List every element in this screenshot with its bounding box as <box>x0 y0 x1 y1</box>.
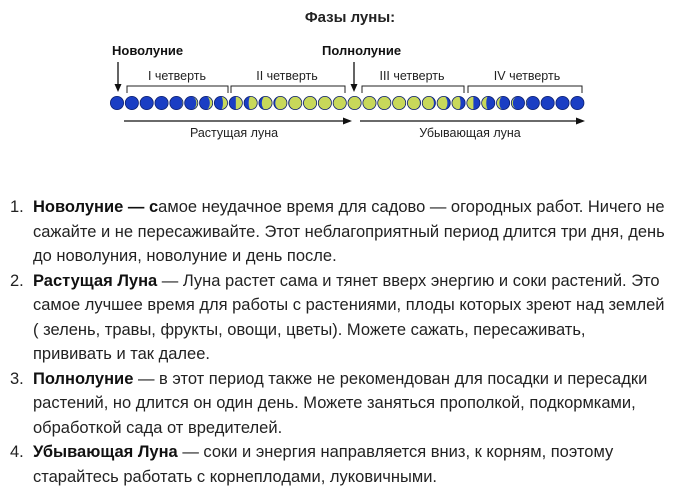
moon-phase-icon <box>229 96 242 109</box>
moon-phase-icon <box>437 96 450 109</box>
moon-phase-icon <box>274 96 287 109</box>
new-moon-label: Новолуние <box>112 43 184 58</box>
moon-phase-icon <box>497 96 510 109</box>
quarter-1-label: I четверть <box>147 69 207 83</box>
item-number: 4. <box>10 443 24 461</box>
quarter-4-bracket <box>468 86 582 93</box>
moon-phase-icon <box>185 96 198 109</box>
item-term: Растущая Луна <box>33 271 158 290</box>
moon-phase-icon <box>511 96 524 109</box>
item-text: амое неудачное время для садово — огородных работ. Ничего не сажайте и не пересаживайте. Этот неблагоприятный период длится три дня, день до новолуния, новолуние и день после. <box>33 198 665 265</box>
quarter-3-label: III четверть <box>379 69 445 83</box>
item-number: 2. <box>10 271 24 290</box>
item-term: Убывающая Луна <box>33 443 178 461</box>
moon-phase-icon <box>155 96 168 109</box>
moon-phase-icon <box>214 96 227 109</box>
full-moon-arrow <box>351 62 358 92</box>
quarter-1-bracket <box>127 86 228 93</box>
list-item-new-moon <box>0 195 668 269</box>
item-text: — в этот период также не рекомендован для посадки и пересадки растений, но длится он один день. Можете заняться прополкой, подкормками, обработкой сада от вредителей. <box>33 369 648 437</box>
moon-phase-icon <box>482 96 495 109</box>
phase-description-list <box>0 195 668 489</box>
moon-phase-icon <box>378 96 391 109</box>
moon-phase-icon <box>422 96 435 109</box>
item-number: 3. <box>10 369 24 388</box>
list-item-waning-moon <box>0 440 668 489</box>
full-moon-label: Полнолуние <box>322 43 402 58</box>
moon-phase-icon <box>303 96 316 109</box>
moon-phase-icon <box>244 96 257 109</box>
moon-phase-icon <box>452 96 465 109</box>
waning-label: Убывающая луна <box>419 126 521 140</box>
moon-phase-row <box>110 96 584 109</box>
moon-phase-icon <box>333 96 346 109</box>
moon-phase-icon <box>467 96 480 109</box>
moon-phase-icon <box>200 96 213 109</box>
moon-phase-icon <box>170 96 183 109</box>
waxing-label: Растущая луна <box>189 126 279 140</box>
quarter-2-label: II четверть <box>256 69 318 83</box>
item-text: — Луна растет сама и тянет вверх энергию и соки растений. Это самое лучшее время для работы с растениями, плоды которых зреют над землей ( зелень, травы, фрукты, овощи, цветы). Можете сажать, пересаживать, прививать и так далее. <box>33 271 665 363</box>
moon-phase-icon <box>110 96 123 109</box>
new-moon-arrow <box>115 62 122 92</box>
moon-phase-icon <box>571 96 584 109</box>
moon-phase-icon <box>407 96 420 109</box>
moon-phase-icon <box>289 96 302 109</box>
moon-phases-diagram <box>0 0 678 160</box>
waning-arrow <box>360 118 585 125</box>
waxing-arrow <box>124 118 352 125</box>
moon-phase-icon <box>348 96 361 109</box>
quarter-2-bracket <box>231 86 345 93</box>
quarter-3-bracket <box>362 86 464 93</box>
item-term: Новолуние — с <box>33 198 159 216</box>
moon-phase-icon <box>318 96 331 109</box>
moon-phase-icon <box>140 96 153 109</box>
list-item-full-moon <box>0 367 668 441</box>
moon-phase-icon <box>363 96 376 109</box>
moon-phase-icon <box>125 96 138 109</box>
moon-phase-icon <box>526 96 539 109</box>
moon-phase-icon <box>556 96 569 109</box>
moon-phase-icon <box>259 96 272 109</box>
figure-title: Фазы луны: <box>304 9 396 26</box>
moon-phase-icon <box>393 96 406 109</box>
quarter-4-label: IV четверть <box>493 69 561 83</box>
item-text: — соки и энергия направляется вниз, к корням, поэтому старайтесь работать с корнеплодами, луковичными. <box>33 443 614 486</box>
item-number: 1. <box>10 198 24 216</box>
moon-phase-icon <box>541 96 554 109</box>
list-item-waxing-moon <box>0 269 668 367</box>
item-term: Полнолуние <box>33 369 134 388</box>
